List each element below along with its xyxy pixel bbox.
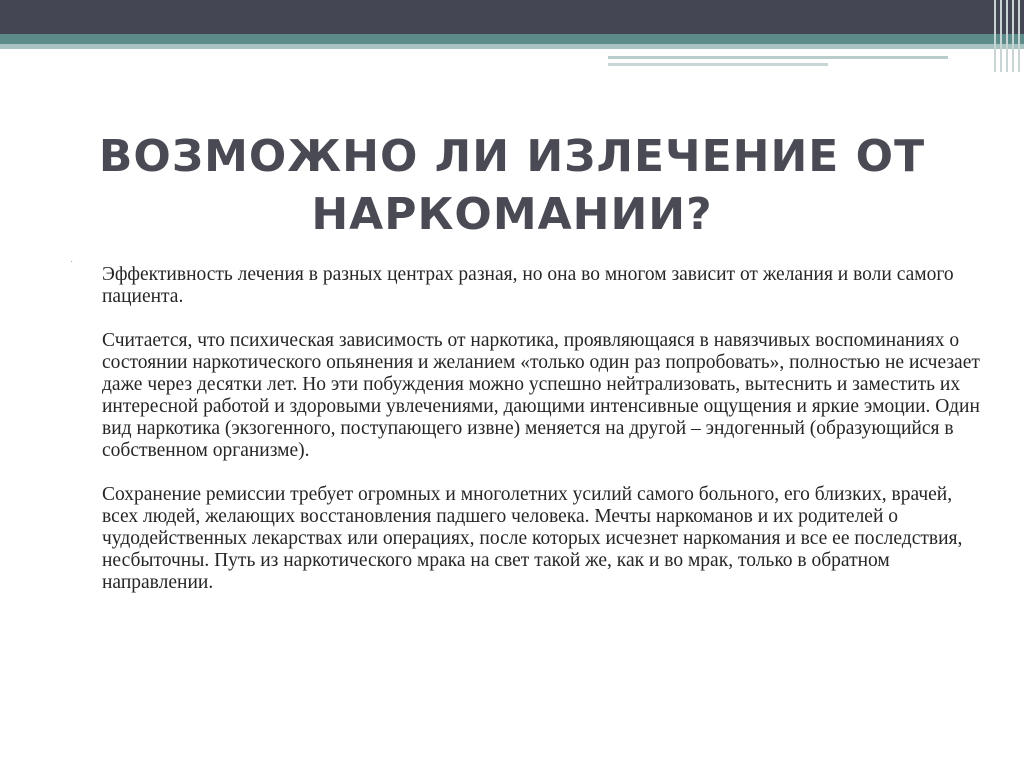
paragraph-2: Считается, что психическая зависимость от наркотика, проявляющаяся в навязчивых воспоминаниях о состоянии наркотического опьянения и желанием «только один раз попробовать», полностью не исчезает даже через десятки лет. Но эти побуждения можно успешно нейтрализовать, вытеснить и заместить их интересной работой и здоровыми увлечениями, дающими интенсивные ощущения и яркие эмоции. Один вид наркотика (экзогенного, поступающего извне) меняется на другой – эндогенный (образующийся в собственном организме).: [102, 330, 980, 461]
slide-title-line-2: НАРКОМАНИИ?: [311, 189, 713, 240]
header-deco-stripes: [990, 0, 1024, 72]
header-deco-line-short: [608, 63, 828, 66]
header-band: [0, 0, 1024, 34]
paragraph-1: Эффективность лечения в разных центрах разная, но она во многом зависит от желания и воли самого пациента.: [102, 264, 954, 307]
slide-title-line-1: ВОЗМОЖНО ЛИ ИЗЛЕЧЕНИЕ ОТ: [98, 131, 926, 182]
header-accent-bar-light: [0, 44, 1024, 49]
header-accent-bar: [0, 34, 1024, 44]
header-deco-line: [608, 56, 948, 59]
bullet-dot: ·: [70, 256, 74, 267]
slide-title: [90, 128, 934, 244]
paragraph-3: Сохранение ремиссии требует огромных и многолетних усилий самого больного, его близких, врачей, всех людей, желающих восстановления падшего человека. Мечты наркоманов и их родителей о чудодейственных лекарствах или операциях, после которых исчезнет наркомания и все ее последствия, несбыточны. Путь из наркотического мрака на свет такой же, как и во мрак, только в обратном направлении.: [102, 484, 963, 593]
slide-body: [102, 264, 982, 616]
